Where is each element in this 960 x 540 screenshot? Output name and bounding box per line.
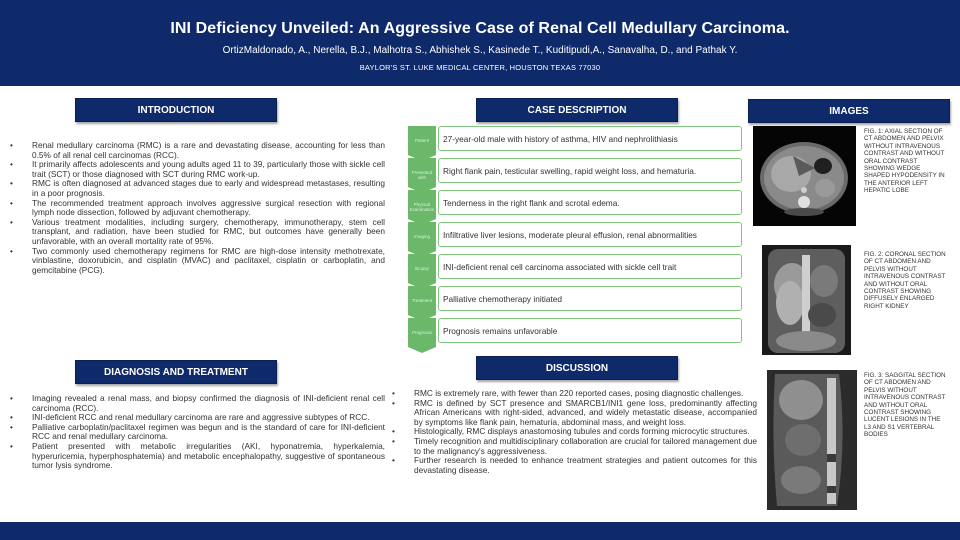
list-item: • RMC is often diagnosed at advanced stages due to early and widespread metastases, resulting in a poor prognosis. xyxy=(8,179,385,198)
ct-sagittal-graphic xyxy=(767,370,857,510)
list-item: • Further research is needed to enhance treatment strategies and patient outcomes for this devastating disease. xyxy=(390,456,757,475)
figure-1-caption: FIG. 1: AXIAL SECTION OF CT ABDOMEN AND PELVIX WITHOUT INTRAVENOUS CONTRAST AND WITHOUT ORAL CONTRAST SHOWING WEDGE SHAPED HYPODENSITY IN THE ANTERIOR LEFT HEPATIC LOBE xyxy=(864,128,945,195)
poster-footer xyxy=(0,522,960,540)
timeline-arrow-treatment: Treatment xyxy=(408,286,436,315)
list-item: • RMC is defined by SCT presence and SMARCB1/INI1 gene loss, predominantly affecting African Americans with right-sided, advanced, and widely metastatic disease, accompanied by symptoms like flank pain, hematuria, abdominal mass, and weight loss. xyxy=(390,399,757,428)
diagnosis-heading: DIAGNOSIS AND TREATMENT xyxy=(75,360,277,384)
author-list: OrtizMaldonado, A., Nerella, B.J., Malhotra S., Abhishek S., Kasinede T., Kuditipudi,A., Sanavalha, D., and Pathak Y. xyxy=(222,45,738,56)
list-item: • INI-deficient RCC and renal medullary carcinoma are rare and aggressive subtypes of RCC. xyxy=(8,413,385,423)
timeline-arrow-presented: Presented with xyxy=(408,158,436,187)
timeline-arrow-imaging: Imaging xyxy=(408,222,436,251)
discussion-bullets xyxy=(390,389,757,475)
list-item: • Palliative carboplatin/paclitaxel regimen was begun and is the standard of care for INI-deficient RCC and renal medullary carcinoma. xyxy=(8,423,385,442)
timeline-step-patient: 27-year-old male with history of asthma, HIV and nephrolithiasis xyxy=(438,126,742,151)
introduction-heading: INTRODUCTION xyxy=(75,98,277,122)
timeline-arrow-biopsy: Biopsy xyxy=(408,254,436,283)
timeline-step-prognosis: Prognosis remains unfavorable xyxy=(438,318,742,343)
case-timeline xyxy=(408,124,742,354)
ct-coronal-graphic xyxy=(762,245,851,355)
ct-coronal-image xyxy=(762,245,851,355)
ct-axial-image xyxy=(753,126,856,226)
figure-3-caption: FIG. 3: SAGGITAL SECTION OF CT ABDOMEN AND PELVIS WITHOUT INTRAVENOUS CONTRAST AND WITHOUT ORAL CONTRAST SHOWING LUCENT LESIONS IN THE L3 AND S1 VERTEBRAL BODIES xyxy=(864,372,946,439)
timeline-step-biopsy: INI-deficient renal cell carcinoma associated with sickle cell trait xyxy=(438,254,742,279)
discussion-heading: DISCUSSION xyxy=(476,356,678,380)
ct-axial-graphic xyxy=(753,126,856,226)
timeline-step-presented: Right flank pain, testicular swelling, rapid weight loss, and hematuria. xyxy=(438,158,742,183)
list-item: • Histologically, RMC displays anastomosing tubules and cords forming microcytic structures. xyxy=(390,427,757,437)
list-item: • Renal medullary carcinoma (RMC) is a rare and devastating disease, accounting for less than 0.5% of all renal cell carcinomas (RCC). xyxy=(8,141,385,160)
timeline-arrow-patient: Patient xyxy=(408,126,436,155)
list-item: • RMC is extremely rare, with fewer than 220 reported cases, posing diagnostic challenges. xyxy=(390,389,757,399)
timeline-arrow-physical-exam: Physical Examination xyxy=(408,190,436,219)
case-description-heading: CASE DESCRIPTION xyxy=(476,98,678,122)
introduction-bullets xyxy=(8,141,385,275)
list-item: • Two commonly used chemotherapy regimens for RMC are high-dose intensity methotrexate, vinblastine, doxorubicin, and cisplatin (MVAC) and paclitaxel, cisplatin or carboplatin, and gemcitabine (PCG). xyxy=(8,247,385,276)
diagnosis-bullets xyxy=(8,394,385,471)
list-item: • Imaging revealed a renal mass, and biopsy confirmed the diagnosis of INI-deficient renal cell carcinoma (RCC). xyxy=(8,394,385,413)
list-item: • Timely recognition and multidisciplinary collaboration are crucial for tailored management due to the malignancy's aggressiveness. xyxy=(390,437,757,456)
list-item: • The recommended treatment approach involves aggressive surgical resection with regional lymph node dissection, followed by adjuvant chemotherapy. xyxy=(8,199,385,218)
figure-2-caption: FIG. 2: CORONAL SECTION OF CT ABDOMEN AND PELVIS WITHOUT INTRAVENOUS CONTRAST AND WITHOUT ORAL CONTRAST SHOWING DIFFUSELY ENLARGED RIGHT KIDNEY xyxy=(864,251,946,310)
poster-title: INI Deficiency Unveiled: An Aggressive Case of Renal Cell Medullary Carcinoma. xyxy=(170,20,790,37)
list-item: • It primarily affects adolescents and young adults aged 11 to 39, particularly those with sickle cell trait (SCT) or those diagnosed with SCT during RMC work-up. xyxy=(8,160,385,179)
timeline-step-treatment: Palliative chemotherapy initiated xyxy=(438,286,742,311)
list-item: • Various treatment modalities, including surgery, chemotherapy, immunotherapy, stem cell transplant, and radiation, have been studied for RMC, but outcomes have generally been unfavorable, with an overall mortality rate of 95%. xyxy=(8,218,385,247)
list-item: • Patient presented with metabolic irregularities (AKI, hyponatremia, hyperkalemia, hyperuricemia, hyperphosphatemia) and metabolic encephalopathy, suggestive of spontaneous tumor lysis syndrome. xyxy=(8,442,385,471)
institution: BAYLOR'S ST. LUKE MEDICAL CENTER, HOUSTON TEXAS 77030 xyxy=(359,63,601,72)
ct-sagittal-image xyxy=(767,370,857,510)
timeline-arrow-prognosis: Prognosis xyxy=(408,318,436,347)
poster-header xyxy=(0,0,960,86)
timeline-step-physical-exam: Tenderness in the right flank and scrotal edema. xyxy=(438,190,742,215)
timeline-step-imaging: Infiltrative liver lesions, moderate pleural effusion, renal abnormalities xyxy=(438,222,742,247)
images-heading: IMAGES xyxy=(748,99,950,123)
